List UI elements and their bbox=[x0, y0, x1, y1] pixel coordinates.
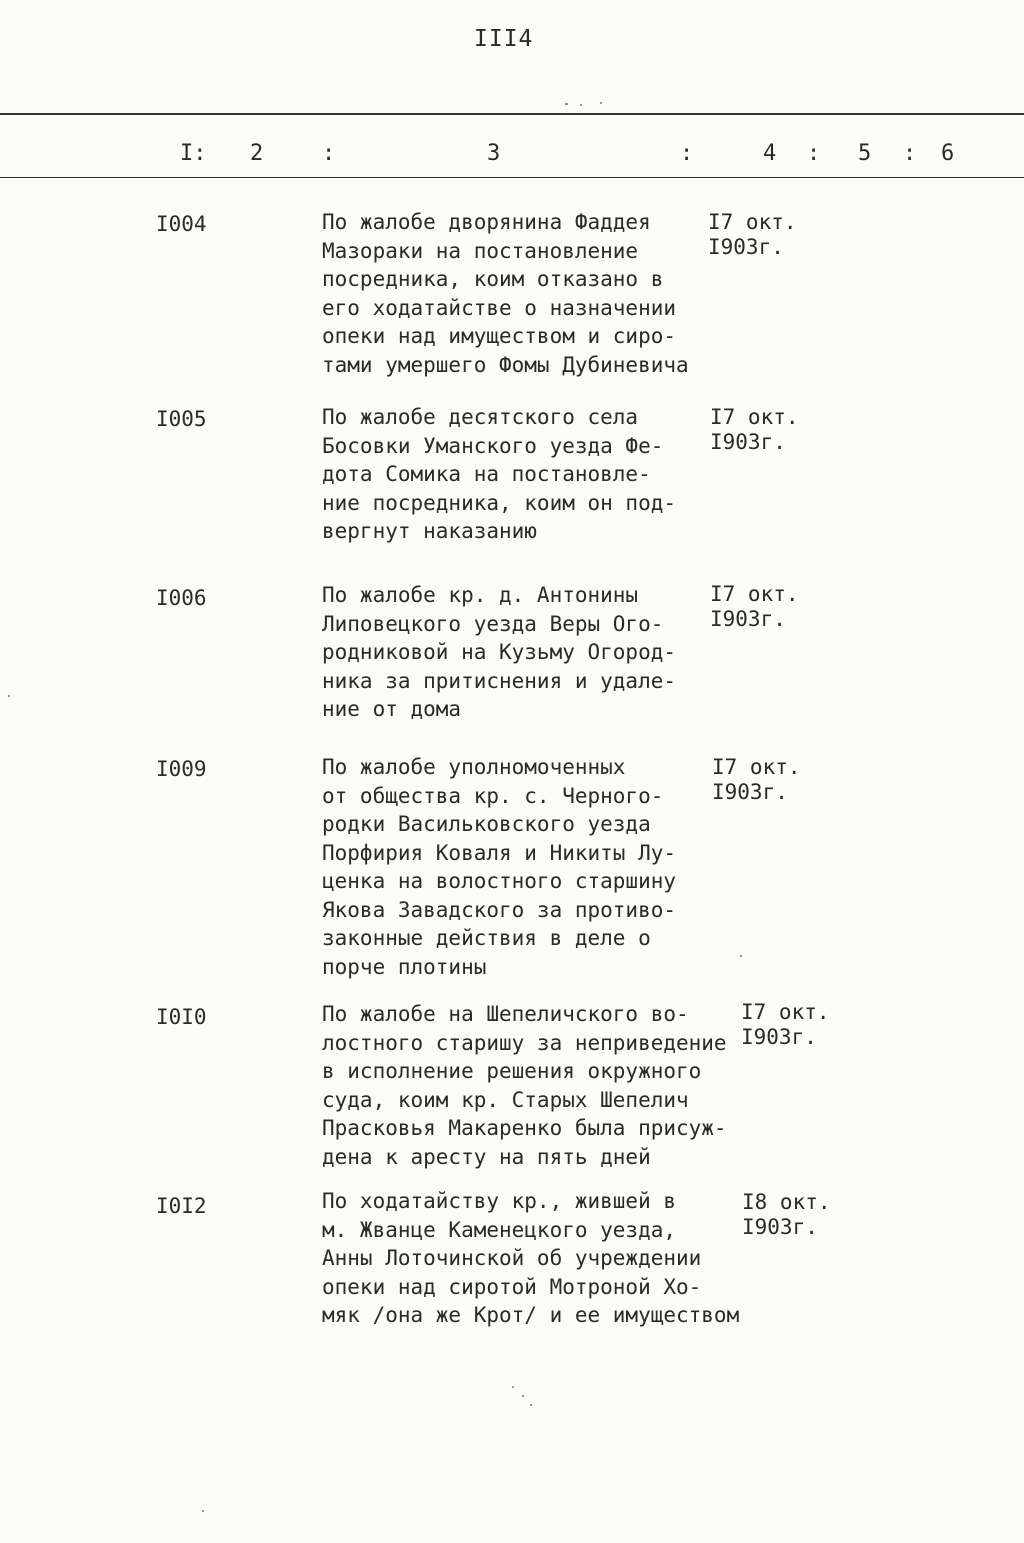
column-header-6: 6 bbox=[941, 141, 955, 166]
scan-speck bbox=[8, 695, 10, 697]
column-separator: : bbox=[680, 141, 694, 166]
record-date: I7 окт. I903г. bbox=[708, 210, 797, 259]
record-description: По жалобе уполномоченных от общества кр. с. Черного- родки Васильковского уезда Порфирия Коваля и Никиты Лу- ценка на волостного старшину Якова Завадского за противо- законные действия в деле о порче плотины bbox=[322, 755, 677, 979]
record-date: I7 окт. I903г. bbox=[710, 405, 799, 454]
record-date: I7 окт. I903г. bbox=[710, 582, 799, 631]
scan-speck bbox=[512, 1386, 514, 1388]
record-description: По жалобе на Шепеличского во- лостного старишу за неприведение в исполнение решения окружного суда, коим кр. Старых Шепелич Прасковья Макаренко была присуж- дена к аресту на пять дней bbox=[322, 1002, 727, 1169]
record-id: I004 bbox=[156, 212, 207, 236]
column-header-1: I: bbox=[180, 141, 207, 166]
record-id: I005 bbox=[156, 407, 207, 431]
record-date: I7 окт. I903г. bbox=[741, 1000, 830, 1049]
column-header-5: 5 bbox=[858, 141, 872, 166]
column-separator: : bbox=[903, 141, 917, 166]
record-id: I009 bbox=[156, 757, 207, 781]
record-id: I0I2 bbox=[156, 1194, 207, 1218]
record-description: По ходатайству кр., жившей в м. Жванце Каменецкого уезда, Анны Лоточинской об учреждении опеки над сиротой Мотроной Хо- мяк /она же Крот/ и ее имуществом bbox=[322, 1189, 740, 1327]
header-rule bbox=[0, 177, 1024, 178]
record-description: По жалобе дворянина Фаддея Мазораки на постановление посредника, коим отказано в его ходатайстве о назначении опеки над имуществом и сиро- тами умершего Фомы Дубиневича bbox=[322, 210, 689, 377]
record-id: I0I0 bbox=[156, 1005, 207, 1029]
record-id: I006 bbox=[156, 586, 207, 610]
record-date: I8 окт. I903г. bbox=[742, 1190, 831, 1239]
scan-speck bbox=[600, 102, 602, 104]
record-date: I7 окт. I903г. bbox=[712, 755, 801, 804]
record-description: По жалобе десятского села Босовки Уманского уезда Фе- дота Сомика на постановле- ние посредника, коим он под- вергнут наказанию bbox=[322, 405, 677, 543]
scan-speck bbox=[580, 104, 582, 106]
scan-speck bbox=[202, 1510, 204, 1512]
column-header-3: 3 bbox=[487, 141, 501, 166]
scan-speck bbox=[565, 103, 568, 105]
scan-speck bbox=[530, 1404, 532, 1406]
column-header-2: 2 bbox=[250, 141, 264, 166]
top-rule bbox=[0, 113, 1024, 115]
column-header-4: 4 bbox=[763, 141, 777, 166]
column-separator: : bbox=[322, 141, 336, 166]
scan-speck bbox=[522, 1395, 524, 1397]
page-number: III4 bbox=[474, 26, 534, 52]
record-description: По жалобе кр. д. Антонины Липовецкого уезда Веры Ого- родниковой на Кузьму Огород- ника за притиснения и удале- ние от дома bbox=[322, 583, 677, 721]
column-separator: : bbox=[807, 141, 821, 166]
scan-speck bbox=[740, 955, 742, 957]
